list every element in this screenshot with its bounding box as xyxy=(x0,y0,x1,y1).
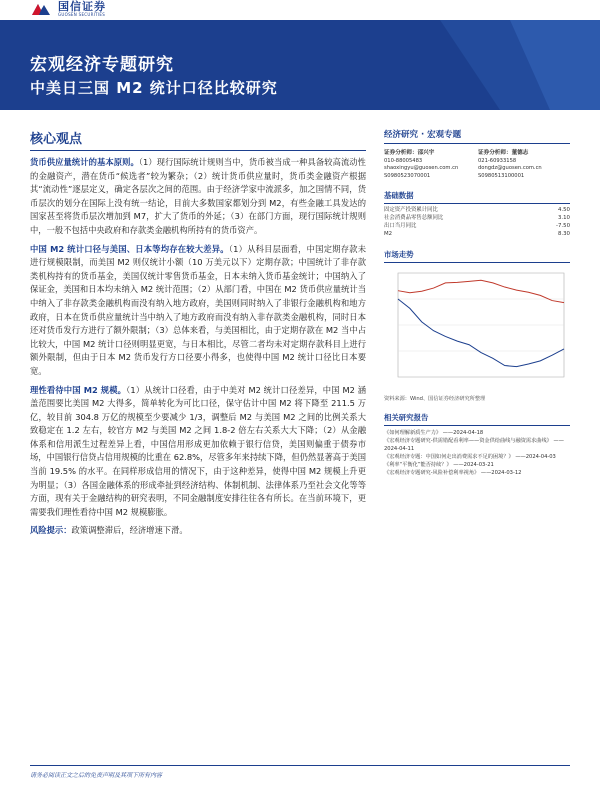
logo-cn-text: 国信证券 xyxy=(58,0,106,13)
title-banner xyxy=(0,20,600,110)
related-reports-section xyxy=(384,412,570,477)
related-report-item[interactable]: 《利率“平衡化”能否持续？》 ——2024-03-21 xyxy=(384,461,494,468)
report-title: 宏观经济专题研究 xyxy=(30,55,174,75)
data-row: 社会消费品零售总额同比 3.10 xyxy=(384,215,570,222)
risk-warning: 风险提示：政策调整滞后，经济增速下滑。 xyxy=(30,525,188,536)
banner-decoration xyxy=(380,20,600,110)
market-chart-svg xyxy=(384,267,570,393)
chart-series-line xyxy=(398,280,564,302)
market-chart xyxy=(384,267,570,393)
footer-divider xyxy=(30,765,570,766)
chart-series-line xyxy=(398,299,564,367)
report-subtitle: 中美日三国 M2 统计口径比较研究 xyxy=(30,79,278,97)
data-row: 固定资产投资累计同比 4.50 xyxy=(384,207,570,214)
related-report-item[interactable]: 《宏观经济专题：中国如何走出消费需求不足的困境？》 ——2024-04-03 xyxy=(384,453,556,460)
related-report-item[interactable]: 《宏观经济专题研究-供需错配看利率——资金供给曲线与融资需求曲线》 ——2024-04-11 xyxy=(384,437,564,452)
basic-data-title: 基础数据 xyxy=(384,190,570,204)
top-bar xyxy=(0,0,600,20)
market-section xyxy=(384,249,570,402)
related-title: 相关研究报告 xyxy=(384,412,570,426)
related-report-item[interactable]: 《宏观经济专题研究-风险补偿利率视角》 ——2024-03-12 xyxy=(384,469,522,476)
market-title: 市场走势 xyxy=(384,249,570,263)
report-category: 经济研究 · 宏观专题 xyxy=(384,128,570,144)
core-views xyxy=(30,128,366,543)
paragraph-3: 理性看待中国 M2 规模。（1）从统计口径看，由于中美对 M2 统计口径差异，中国 M2 涵盖范围要比美国 M2 大得多，简单转化为可比口径，保守估计中国 M2 将下降至 211.5 万亿，较目前 304.8 万亿的规模至少要减少 1/3，调整后 M2 与美国 M2 之间的比例关系大致稳定在 1.2 左右，较官方 M2 与美国 M2 之间 1.8-2 倍左右关系大大下降；（2）从金融体系和信用派生过程差异上看，中国信用形成更加依赖于银行信贷，美国则偏重于债券市场，中国银行信贷占信用规模的比重在 62.8%，尽管多年来持续下降，但仍然显著高于美国当前 19.5% 的水平。在同样形成信用的情况下，由于这种差异，使得中国 M2 规模上升更为明显；（3）各国金融体系的形成牵扯到经济结构、体制机制、法律体系乃至社会文化等等方面，现有关于金融结构的研究表明，不同金融制度安排往往各有所长。在当前环境下，更需要我们理性看待中国 M2 规模膨胀。 xyxy=(30,384,366,517)
core-views-heading: 核心观点 xyxy=(30,128,366,151)
analyst-2: 证券分析师：董德志 021-60933158 dongdz@guosen.com.cn S0980513100001 xyxy=(478,150,542,179)
analyst-1: 证券分析师：邵兴宇 010-88005483 shaoxingyu@guosen.com.cn S0980523070001 xyxy=(384,150,459,179)
data-row: M2 8.30 xyxy=(384,230,570,237)
basic-data-section xyxy=(384,190,570,238)
company-logo xyxy=(30,0,106,18)
chart-source: 资料来源：Wind、国信证券经济研究所整理 xyxy=(384,395,486,402)
guosen-logo-icon xyxy=(30,1,52,17)
data-row: 出口当月同比 -7.50 xyxy=(384,222,570,229)
related-report-item[interactable]: 《如何理解新质生产力》 ——2024-04-18 xyxy=(384,429,484,436)
logo-en-text: GUOSEN SECURITIES xyxy=(58,12,106,17)
footer-disclaimer: 请务必阅读正文之后的免责声明及其项下所有内容 xyxy=(30,772,163,779)
paragraph-1: 货币供应量统计的基本原则。（1）现行国际统计规则当中，货币被当成一种具备较高流动性的金融资产，潜在货币“候选者”较为繁杂；（2）统计货币供应量时，货币类金融资产根据其“流动性”逐层定义，确定各层次之间的范围。由于经济学家中流派多，加之国情不同，货币层次的划分在国际上没有统一结论，目前大多数国家都划分到 M2，有些金融工具发达的国家甚至将货币层次增加到 M7，扩大了货币的外延；（3）在部门方面，现行国际统计规则中，一般不包括中央政府和存款类金融机构所持有的货币资产。 xyxy=(30,157,366,235)
analyst-block xyxy=(384,150,570,180)
sidebar xyxy=(384,128,570,477)
paragraph-2: 中国 M2 统计口径与美国、日本等均存在较大差异。（1）从科目层面看，中国定期存款未进行规模限制，而美国 M2 则仅统计小额（10 万美元以下）定期存款；中国统计了非存款类机构持有的货币基金，美国仅统计零售货币基金，日本未纳入货币基金统计；中国纳入了保证金，美国和日本均未纳入 M2 统计范围；（2）从部门看，中国在 M2 货币供应量统计当中纳入了非存款类金融机构而没有纳入地方政府，美国则同时纳入了非银行金融机构和地方政府，日本在货币供应量统计当中纳入了地方政府而没有纳入非存款类金融机构，同时日本还对货币发行方进行了额外限制；（3）总体来看，与美国相比，由于定期存款在 M2 当中占比较大，中国 M2 统计口径则明显更宽，与日本相比，尽管二者均未对定期存款科目上进行额外限制，但由于日本 M2 货币发行方口径要小得多，也使得中国 M2 统计口径比日本要宽。 xyxy=(30,243,367,376)
